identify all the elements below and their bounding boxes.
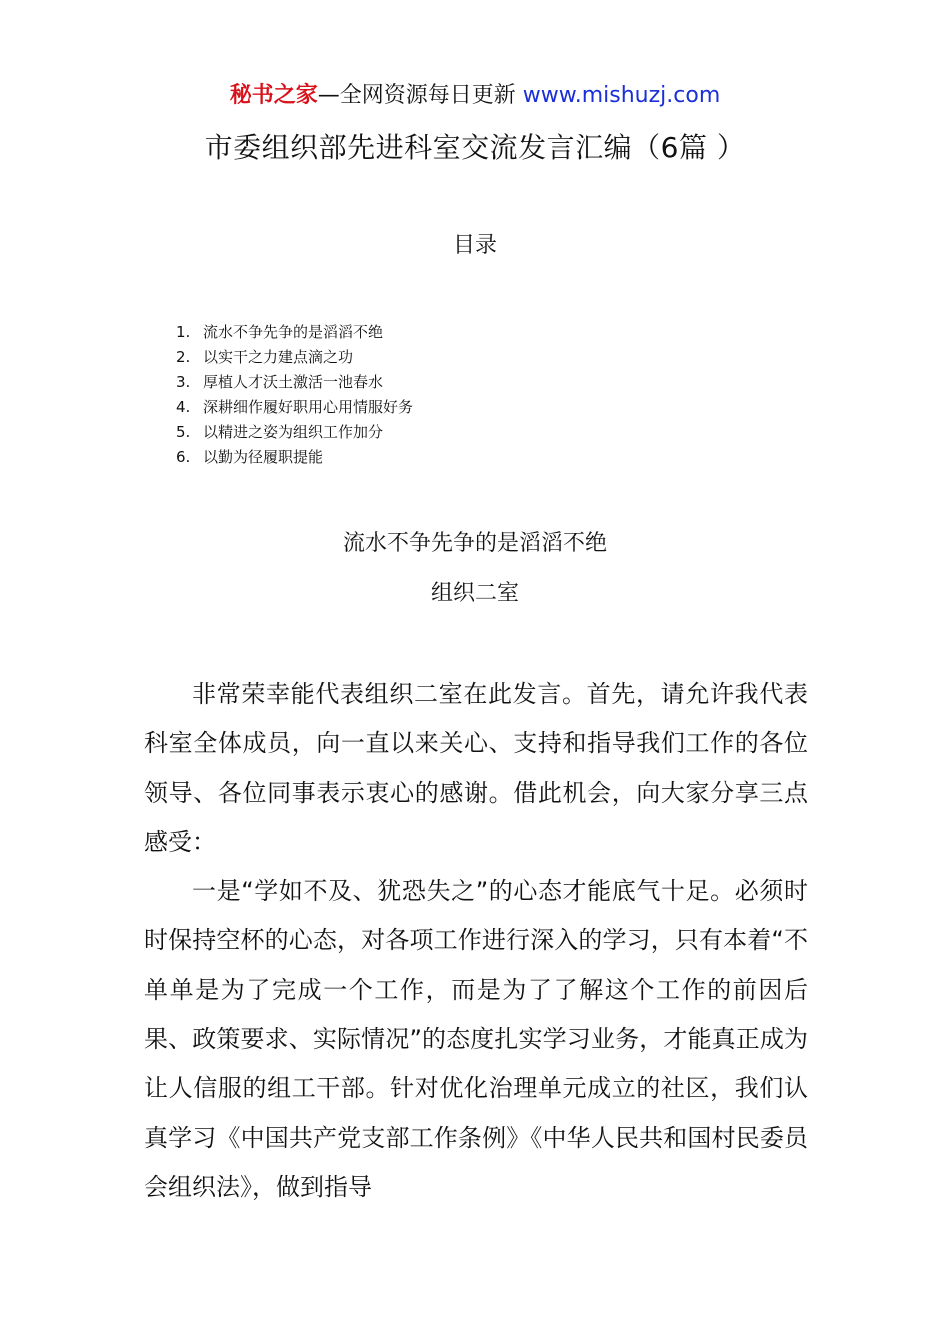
toc-heading: 目录 [452,233,497,258]
body-paragraph: 一是“学如不及、犹恐失之”的心态才能底气十足。必须时时保持空杯的心态，对各项工作进行深入的学习，只有本着“不单单是为了完成一个工作，而是为了了解这个工作的前因后果、政策要求、实际情况”的态度扎实学习业务，才能真正成为让人信服的组工干部。针对优化治理单元成立的社区，我们认真学习《中国共产党支部工作条例》《中华人民共和国村民委员会组织法》，做到指导 [144,877,808,1201]
toc-item-label: 流水不争先争的是滔滔不绝 [203,323,384,341]
toc-item-number: 2. [176,348,191,366]
toc-item[interactable] [176,320,413,345]
section-body [144,670,808,1212]
body-paragraph: 非常荣幸能代表组织二室在此发言。首先，请允许我代表科室全体成员，向一直以来关心、支持和指导我们工作的各位领导、各位同事表示衷心的感谢。借此机会，向大家分享三点感受： [144,680,808,856]
toc-item[interactable] [176,370,413,395]
toc-item-number: 6. [176,448,191,466]
toc-item-number: 4. [176,398,191,416]
toc-item[interactable] [176,445,413,470]
toc-item-label: 厚植人才沃土激活一池春水 [203,373,384,391]
table-of-contents [176,320,413,470]
toc-item-label: 深耕细作履好职用心用情服好务 [203,398,414,416]
banner-tagline: —全网资源每日更新 [317,83,523,108]
site-url-link[interactable]: www.mishuzj.com [522,83,721,108]
toc-item-number: 5. [176,423,191,441]
section-title: 流水不争先争的是滔滔不绝 [342,531,607,556]
toc-item[interactable] [176,420,413,445]
section-department: 组织二室 [430,581,519,606]
toc-item-number: 1. [176,323,191,341]
document-title: 市委组织部先进科室交流发言汇编（6篇 ） [204,131,746,164]
brand-name: 秘书之家 [229,83,318,108]
toc-item-label: 以勤为径履职提能 [203,448,324,466]
toc-item[interactable] [176,395,413,420]
site-banner [0,80,950,112]
toc-item-label: 以精进之姿为组织工作加分 [203,423,384,441]
toc-item[interactable] [176,345,413,370]
toc-item-label: 以实干之力建点滴之功 [203,348,354,366]
toc-item-number: 3. [176,373,191,391]
